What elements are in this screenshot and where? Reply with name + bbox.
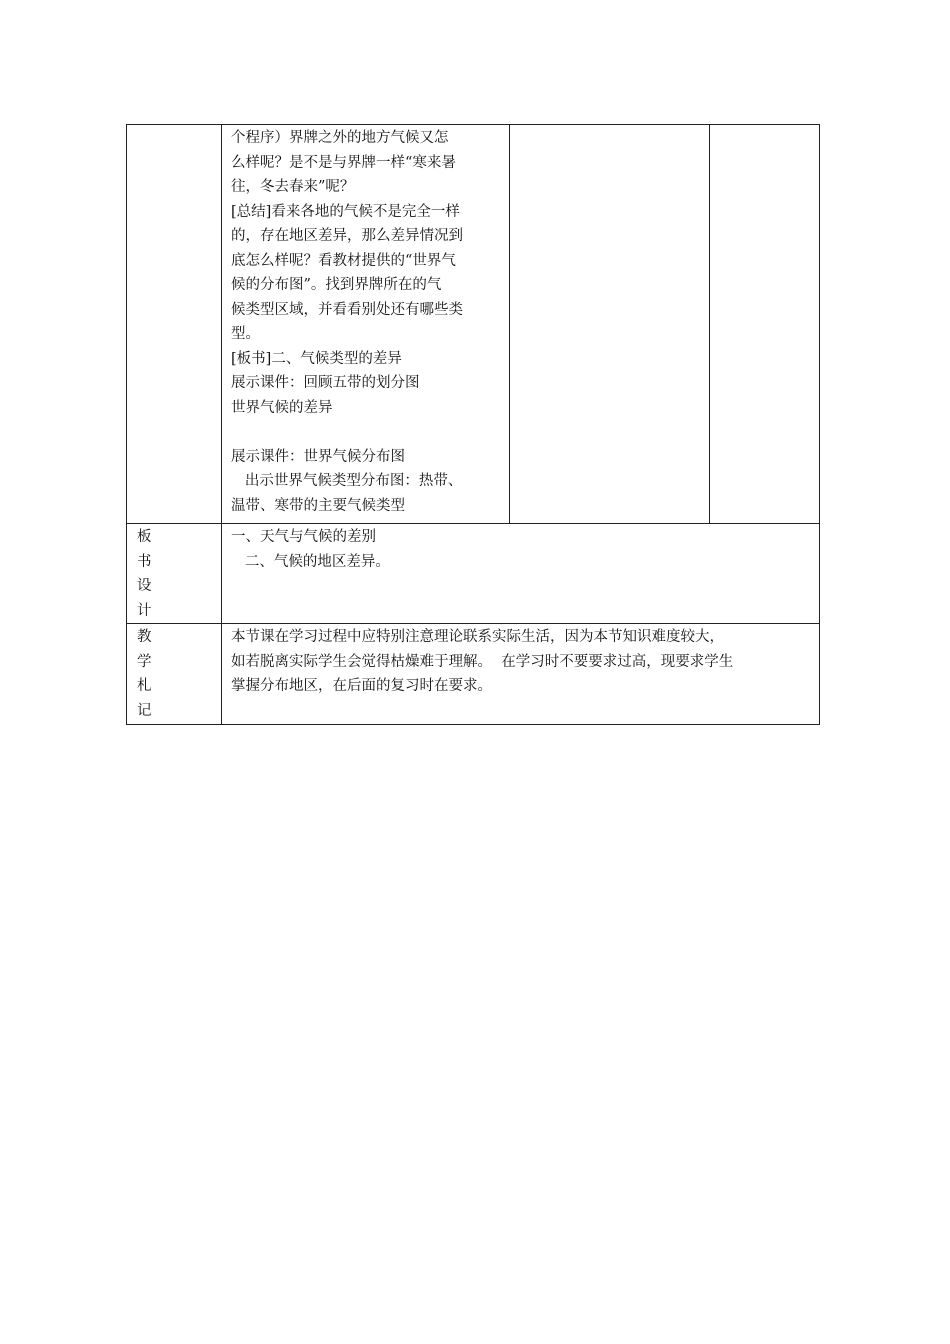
label-char: 设 xyxy=(137,578,152,594)
text-line: 掌握分布地区，在后面的复习时在要求。 xyxy=(231,678,492,694)
text-line: 一、天气与气候的差别 xyxy=(231,529,376,545)
text-line: 么样呢？是不是与界牌一样“寒来暑 xyxy=(231,154,456,171)
teaching-notes-label xyxy=(127,624,221,723)
teaching-process-cell xyxy=(222,125,510,524)
label-char: 札 xyxy=(137,678,152,694)
text-line: 候的分布图”。找到界牌所在的气 xyxy=(231,277,442,293)
text-line: 如若脱离实际学生会觉得枯燥难于理解。 在学习时不要要求过高，现要求学生 xyxy=(231,653,734,670)
text-line: 二、气候的地区差异。 xyxy=(231,553,390,570)
empty-label-cell xyxy=(127,125,222,524)
teaching-notes-content-cell xyxy=(222,624,820,725)
text-line: 往，冬去春来”呢？ xyxy=(231,179,355,195)
teaching-notes-text xyxy=(222,624,819,699)
blank-line xyxy=(231,420,503,445)
board-design-label-cell xyxy=(127,524,222,624)
text-line: [板书]二、气候类型的差异 xyxy=(231,350,402,367)
text-line: 本节课在学习过程中应特别注意理论联系实际生活，因为本节知识难度较大， xyxy=(231,629,724,645)
label-char: 计 xyxy=(137,602,152,619)
teaching-notes-label-cell xyxy=(127,624,222,725)
label-char: 学 xyxy=(137,653,152,670)
text-line: 候类型区域，并看看别处还有哪些类 xyxy=(231,301,463,318)
board-design-row xyxy=(127,524,820,624)
student-activity-cell xyxy=(510,125,710,524)
text-line: 展示课件：世界气候分布图 xyxy=(231,448,405,465)
text-line: 世界气候的差异 xyxy=(231,399,333,416)
label-char: 书 xyxy=(137,553,152,570)
text-line: [总结]看来各地的气候不是完全一样 xyxy=(231,203,460,220)
text-line: 个程序）界牌之外的地方气候又怎 xyxy=(231,130,449,146)
text-line: 出示世界气候类型分布图：热带、 xyxy=(231,473,463,489)
text-line: 展示课件：回顾五带的划分图 xyxy=(231,375,420,391)
board-design-label xyxy=(127,524,221,623)
teaching-process-row xyxy=(127,125,820,524)
board-design-content-cell xyxy=(222,524,820,624)
text-line: 型。 xyxy=(231,326,260,342)
board-design-text xyxy=(222,524,819,574)
text-line: 底怎么样呢？看教材提供的“世界气 xyxy=(231,252,456,269)
label-char: 记 xyxy=(137,702,152,719)
design-intent-cell xyxy=(710,125,820,524)
text-line: 的，存在地区差异，那么差异情况到 xyxy=(231,228,463,244)
text-line: 温带、寒带的主要气候类型 xyxy=(231,497,405,514)
teaching-notes-row xyxy=(127,624,820,725)
label-char: 板 xyxy=(137,529,152,545)
label-char: 教 xyxy=(137,629,152,645)
lesson-plan-table xyxy=(126,124,820,725)
teaching-process-text xyxy=(222,125,509,518)
